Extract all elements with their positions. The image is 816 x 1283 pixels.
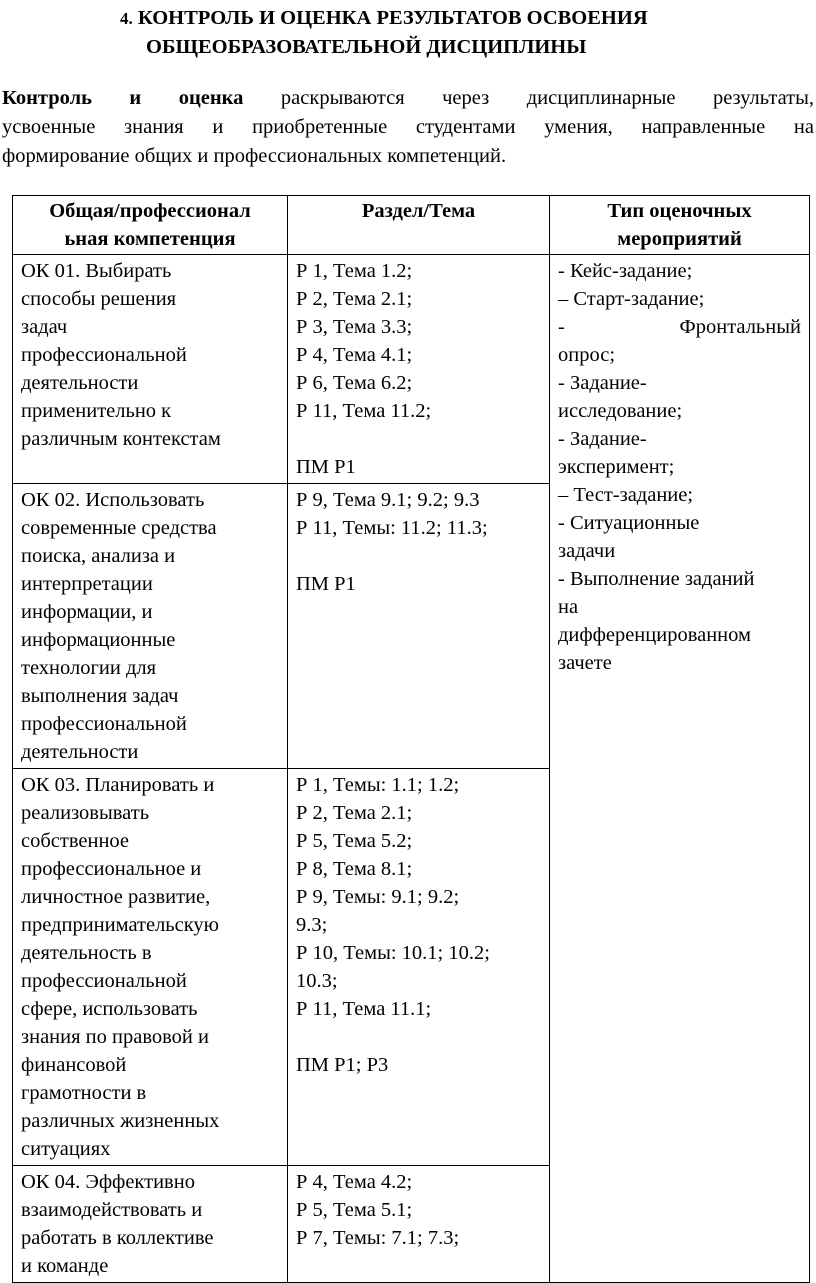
assessment-type-line: эксперимент;: [558, 456, 675, 478]
assessment-type-line: на: [558, 596, 579, 618]
competence-cell: [13, 484, 288, 769]
assessment-type-line: - Задание-: [558, 372, 647, 394]
intro-line-2: усвоенные знания и приобретенные студентами умения, направленные на: [2, 116, 814, 138]
assessment-type-line: зачете: [558, 652, 612, 674]
competence-line: реализовывать: [21, 802, 150, 824]
competence-line: профессиональной: [21, 970, 187, 992]
section-line: Р 1, Тема 1.2;: [296, 260, 413, 282]
section-line: Р 11, Тема 11.2;: [296, 400, 432, 422]
assessment-type-line: опрос;: [558, 344, 616, 366]
assessment-table: [12, 195, 810, 1283]
section-heading: [120, 4, 800, 61]
competence-line: задач: [21, 316, 68, 338]
section-line: Р 11, Тема 11.1;: [296, 998, 432, 1020]
competence-line: знания по правовой и: [21, 1026, 209, 1048]
section-line: Р 8, Тема 8.1;: [296, 858, 413, 880]
section-line: Р 11, Темы: 11.2; 11.3;: [296, 517, 488, 539]
section-line: Р 10, Темы: 10.1; 10.2;: [296, 942, 490, 964]
competence-line: различным контекстам: [21, 428, 221, 450]
competence-line: профессиональной: [21, 344, 187, 366]
competence-cell: [13, 769, 288, 1166]
competence-line: технологии для: [21, 657, 157, 679]
section-line: Р 1, Темы: 1.1; 1.2;: [296, 774, 460, 796]
section-line: Р 9, Темы: 9.1; 9.2;: [296, 886, 460, 908]
header-competence-line-2: ьная компетенция: [64, 228, 236, 250]
competence-line: профессиональной: [21, 713, 187, 735]
competence-line: поиска, анализа и: [21, 545, 176, 567]
competence-line: финансовой: [21, 1054, 127, 1076]
competence-line: современные средства: [21, 517, 217, 539]
competence-line: различных жизненных: [21, 1110, 220, 1132]
section-line: Р 5, Тема 5.1;: [296, 1199, 413, 1221]
assessment-type-line: исследование;: [558, 400, 683, 422]
pm-line: ПМ Р1: [296, 573, 356, 595]
competence-line: ОК 03. Планировать и: [21, 774, 215, 796]
heading-number: 4.: [120, 9, 133, 28]
competence-line: личностное развитие,: [21, 886, 211, 908]
section-cell: [288, 255, 550, 484]
section-line: 10.3;: [296, 970, 338, 992]
competence-line: взаимодействовать и: [21, 1199, 203, 1221]
table-header-row: [13, 196, 810, 255]
intro-paragraph: [2, 84, 814, 171]
intro-line-1-rest: раскрываются через дисциплинарные результаты,: [243, 87, 814, 109]
intro-line-3: формирование общих и профессиональных компетенций.: [2, 145, 507, 167]
header-competence: [13, 196, 288, 255]
competence-line: информационные: [21, 629, 176, 651]
pm-line: ПМ Р1: [296, 456, 356, 478]
section-line: Р 3, Тема 3.3;: [296, 316, 413, 338]
section-line: Р 9, Тема 9.1; 9.2; 9.3: [296, 489, 480, 511]
intro-lead: Контроль и оценка: [2, 87, 244, 109]
competence-line: грамотности в: [21, 1082, 147, 1104]
section-line: Р 2, Тема 2.1;: [296, 802, 413, 824]
competence-line: деятельности: [21, 372, 139, 394]
assessment-type-line: – Старт-задание;: [558, 288, 705, 310]
section-line: Р 4, Тема 4.2;: [296, 1171, 413, 1193]
section-cell: [288, 484, 550, 769]
competence-line: деятельности: [21, 741, 139, 763]
heading-line-2: ОБЩЕОБРАЗОВАТЕЛЬНОЙ ДИСЦИПЛИНЫ: [146, 36, 587, 58]
assessment-type-line: задачи: [558, 540, 616, 562]
header-types: [550, 196, 810, 255]
header-section: Раздел/Тема: [288, 196, 550, 255]
section-cell: [288, 1166, 550, 1283]
assessment-type-line: - Фронтальный: [558, 316, 801, 338]
competence-cell: [13, 255, 288, 484]
competence-line: сфере, использовать: [21, 998, 198, 1020]
competence-line: способы решения: [21, 288, 177, 310]
header-types-line-1: Тип оценочных: [607, 200, 752, 222]
competence-line: и команде: [21, 1255, 109, 1277]
competence-line: ОК 02. Использовать: [21, 489, 205, 511]
section-line: Р 5, Тема 5.2;: [296, 830, 413, 852]
assessment-type-line: - Кейс-задание;: [558, 260, 693, 282]
competence-line: работать в коллективе: [21, 1227, 214, 1249]
section-line: Р 7, Темы: 7.1; 7.3;: [296, 1227, 460, 1249]
assessment-type-line: дифференцированном: [558, 624, 751, 646]
assessment-type-line: – Тест-задание;: [558, 484, 694, 506]
competence-line: предпринимательскую: [21, 914, 219, 936]
assessment-type-line: - Задание-: [558, 428, 647, 450]
competence-line: ОК 04. Эффективно: [21, 1171, 195, 1193]
competence-line: ситуациях: [21, 1138, 111, 1160]
competence-line: собственное: [21, 830, 130, 852]
section-line: Р 4, Тема 4.1;: [296, 344, 413, 366]
competence-line: ОК 01. Выбирать: [21, 260, 172, 282]
intro-line-1: [2, 84, 814, 113]
section-line: 9.3;: [296, 914, 328, 936]
competence-line: информации, и: [21, 601, 153, 623]
section-gap: [296, 542, 541, 570]
header-types-line-2: мероприятий: [617, 228, 742, 250]
heading-line-1: КОНТРОЛЬ И ОЦЕНКА РЕЗУЛЬТАТОВ ОСВОЕНИЯ: [137, 7, 648, 29]
section-line: Р 6, Тема 6.2;: [296, 372, 413, 394]
competence-line: профессиональное и: [21, 858, 202, 880]
table-row: [13, 255, 810, 484]
section-gap: [296, 1023, 541, 1051]
assessment-type-line: - Выполнение заданий: [558, 568, 755, 590]
pm-line: ПМ Р1; Р3: [296, 1054, 389, 1076]
header-competence-line-1: Общая/профессионал: [49, 200, 251, 222]
competence-line: применительно к: [21, 400, 172, 422]
competence-line: интерпретации: [21, 573, 153, 595]
competence-cell: [13, 1166, 288, 1283]
assessment-type-line: - Ситуационные: [558, 512, 700, 534]
competence-line: деятельность в: [21, 942, 152, 964]
section-line: Р 2, Тема 2.1;: [296, 288, 413, 310]
competence-line: выполнения задач: [21, 685, 179, 707]
assessment-types-cell: [550, 255, 810, 1283]
section-gap: [296, 425, 541, 453]
section-cell: [288, 769, 550, 1166]
